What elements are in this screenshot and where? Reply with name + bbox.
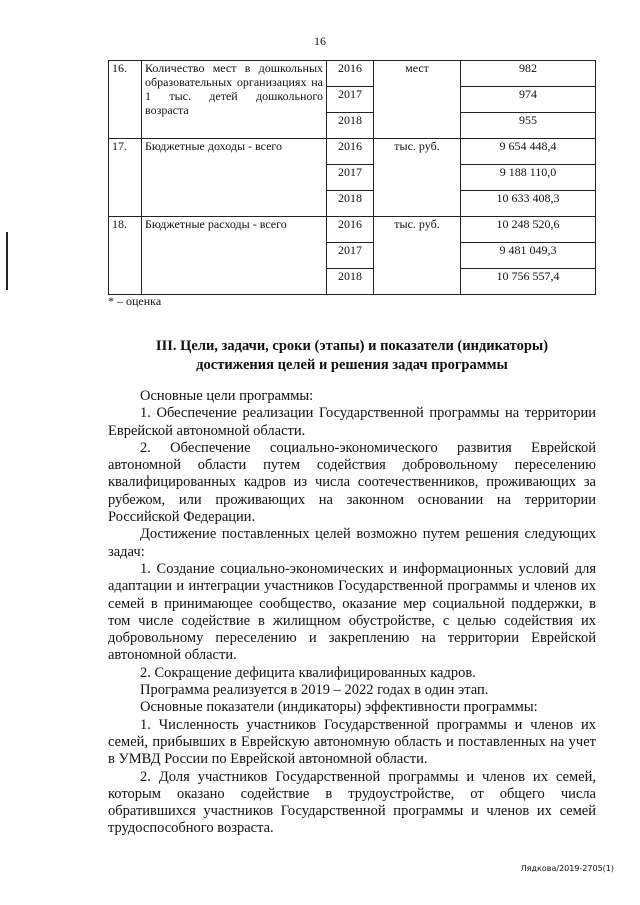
document-code: Лядкова/2019-2705(1) bbox=[520, 864, 614, 873]
section-title-line: достижения целей и решения задач программы bbox=[196, 357, 508, 373]
table-row bbox=[109, 139, 596, 165]
section-title bbox=[108, 337, 596, 375]
paragraph: Программа реализуется в 2019 – 2022 годах в один этап. bbox=[140, 682, 489, 699]
year-cell: 2016 bbox=[327, 61, 374, 87]
table-footnote: * – оценка bbox=[108, 294, 162, 308]
section-title-line: III. Цели, задачи, сроки (этапы) и показатели (индикаторы) bbox=[155, 338, 549, 354]
table-row bbox=[109, 61, 596, 87]
paragraph: Основные показатели (индикаторы) эффективности программы: bbox=[140, 699, 538, 716]
table-row bbox=[109, 217, 596, 243]
value-cell: 9 654 448,4 bbox=[461, 139, 596, 165]
paragraph: 1. Обеспечение реализации Государственной программы на территории Еврейской автономной области. bbox=[108, 405, 596, 439]
unit-cell: тыс. руб. bbox=[374, 139, 461, 217]
indicator-name: Бюджетные расходы - всего bbox=[142, 217, 327, 295]
indicator-name: Бюджетные доходы - всего bbox=[142, 139, 327, 217]
year-cell: 2016 bbox=[327, 139, 374, 165]
indicators-table bbox=[108, 60, 596, 295]
paragraph: 1. Создание социально-экономических и информационных условий для адаптации и интеграции участников Государственной программы и членов их семей в принимающее сообщество, оказание мер социальной поддержки, в том числе содействие в жилищном обустройстве, с целью содействия их добровольному переселению и закреплению на территории Еврейской автономной области. bbox=[108, 560, 596, 664]
year-cell: 2016 bbox=[327, 217, 374, 243]
margin-mark bbox=[6, 232, 8, 290]
value-cell: 10 756 557,4 bbox=[461, 269, 596, 295]
page-number: 16 bbox=[314, 34, 326, 48]
paragraph: 2. Обеспечение социально-экономического развития Еврейской автономной области путем содействия добровольному переселению квалифицированных кадров из числа соотечественников, проживающих за рубежом, или проживающих на законном основании на территории Российской Федерации. bbox=[108, 439, 596, 526]
value-cell: 9 481 049,3 bbox=[461, 243, 596, 269]
row-number: 18. bbox=[109, 217, 142, 295]
year-cell: 2017 bbox=[327, 165, 374, 191]
year-cell: 2018 bbox=[327, 113, 374, 139]
value-cell: 10 248 520,6 bbox=[461, 217, 596, 243]
unit-cell: тыс. руб. bbox=[374, 217, 461, 295]
paragraph: 2. Сокращение дефицита квалифицированных кадров. bbox=[140, 664, 476, 681]
section-body bbox=[108, 388, 596, 838]
indicator-name: Количество мест в дошкольных образовательных организациях на 1 тыс. детей дошкольного возраста bbox=[142, 61, 327, 139]
value-cell: 974 bbox=[461, 87, 596, 113]
value-cell: 9 188 110,0 bbox=[461, 165, 596, 191]
year-cell: 2018 bbox=[327, 191, 374, 217]
row-number: 17. bbox=[109, 139, 142, 217]
paragraph: 2. Доля участников Государственной программы и членов их семей, которым оказано содействие в трудоустройстве, от общего числа обратившихся участников Государственной программы и членов их семей трудоспособного возраста. bbox=[108, 768, 596, 837]
value-cell: 982 bbox=[461, 61, 596, 87]
year-cell: 2017 bbox=[327, 87, 374, 113]
paragraph: Основные цели программы: bbox=[140, 388, 314, 404]
paragraph: Достижение поставленных целей возможно путем решения следующих задач: bbox=[108, 526, 596, 560]
year-cell: 2018 bbox=[327, 269, 374, 295]
paragraph: 1. Численность участников Государственной программы и членов их семей, прибывших в Еврейскую автономную область и поставленных на учет в УМВД России по Еврейской автономной области. bbox=[108, 716, 596, 768]
year-cell: 2017 bbox=[327, 243, 374, 269]
value-cell: 955 bbox=[461, 113, 596, 139]
value-cell: 10 633 408,3 bbox=[461, 191, 596, 217]
unit-cell: мест bbox=[374, 61, 461, 139]
row-number: 16. bbox=[109, 61, 142, 139]
